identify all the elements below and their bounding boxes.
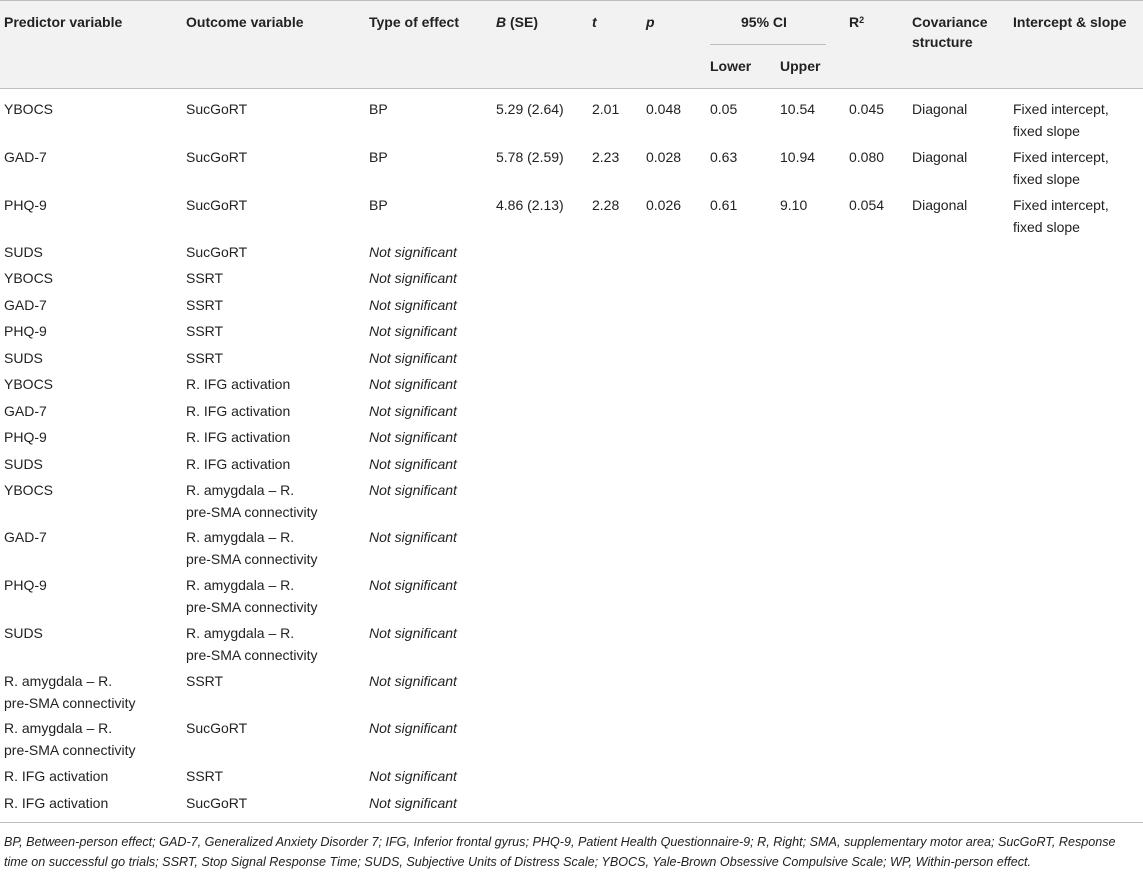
cell-predictor: [4, 194, 47, 216]
cell-predictor-line: SUDS: [4, 350, 43, 366]
cell-outcome: [186, 479, 318, 523]
cell-r2: 0.045: [849, 101, 885, 117]
cell-predictor: [4, 373, 53, 395]
cell-predictor: [4, 670, 136, 714]
cell-intercept-slope-line: fixed slope: [1013, 123, 1080, 139]
cell-predictor-line: PHQ-9: [4, 577, 47, 593]
header-effect: Type of effect: [369, 14, 459, 30]
cell-predictor-line: YBOCS: [4, 101, 54, 117]
cell-predictor: [4, 294, 47, 316]
cell-outcome: [186, 146, 247, 168]
header-outcome: Outcome variable: [186, 14, 304, 30]
cell-effect-type: Not significant: [369, 270, 457, 286]
cell-r2: 0.054: [849, 197, 885, 213]
cell-predictor-line: R. amygdala – R.: [4, 673, 113, 689]
cell-outcome: [186, 526, 318, 570]
cell-outcome-line: SucGoRT: [186, 101, 248, 117]
cell-outcome: [186, 717, 247, 739]
cell-effect-type: Not significant: [369, 429, 457, 445]
cell-outcome-line: SucGoRT: [186, 149, 248, 165]
header-intercept-slope: Intercept & slope: [1013, 14, 1127, 30]
cell-outcome-line: SucGoRT: [186, 197, 248, 213]
cell-outcome-line: R. IFG activation: [186, 456, 291, 472]
cell-predictor-line: PHQ-9: [4, 429, 47, 445]
cell-outcome: [186, 400, 290, 422]
cell-outcome-line: R. amygdala – R.: [186, 577, 295, 593]
bottom-rule: [0, 822, 1143, 823]
cell-outcome: [186, 670, 223, 692]
cell-t: 2.28: [592, 197, 620, 213]
cell-effect-type: Not significant: [369, 720, 457, 736]
cell-predictor-line: GAD-7: [4, 297, 47, 313]
cell-predictor-line: R. amygdala – R.: [4, 720, 113, 736]
cell-predictor: [4, 574, 47, 596]
cell-outcome-line: SucGoRT: [186, 720, 248, 736]
cell-t: 2.01: [592, 101, 620, 117]
cell-predictor-line: YBOCS: [4, 376, 54, 392]
cell-effect-type: Not significant: [369, 625, 457, 641]
cell-predictor-line: GAD-7: [4, 403, 47, 419]
cell-p: 0.026: [646, 197, 682, 213]
cell-predictor: [4, 426, 47, 448]
cell-b-se: 4.86 (2.13): [496, 197, 564, 213]
cell-outcome-line: SSRT: [186, 350, 224, 366]
header-ci: 95% CI: [741, 14, 787, 30]
cell-effect-type: BP: [369, 149, 388, 165]
cell-outcome: [186, 765, 223, 787]
cell-predictor: [4, 765, 108, 787]
cell-effect-type: Not significant: [369, 403, 457, 419]
cell-outcome-line: pre-SMA connectivity: [186, 504, 318, 520]
cell-effect-type: Not significant: [369, 456, 457, 472]
cell-effect-type: Not significant: [369, 350, 457, 366]
cell-intercept-slope: [1013, 194, 1109, 238]
cell-outcome: [186, 241, 247, 263]
cell-outcome-line: pre-SMA connectivity: [186, 551, 318, 567]
cell-outcome-line: R. IFG activation: [186, 429, 291, 445]
cell-effect-type: Not significant: [369, 529, 457, 545]
cell-predictor: [4, 347, 43, 369]
ci-rule: [710, 44, 826, 45]
cell-predictor-line: pre-SMA connectivity: [4, 695, 136, 711]
header-cov-line1: Covariance: [912, 14, 988, 30]
cell-outcome: [186, 574, 318, 618]
header-r2-sup: 2: [859, 15, 865, 25]
cell-effect-type: Not significant: [369, 768, 457, 784]
cell-outcome-line: R. IFG activation: [186, 403, 291, 419]
cell-predictor: [4, 622, 43, 644]
cell-effect-type: Not significant: [369, 673, 457, 689]
cell-outcome-line: SSRT: [186, 673, 224, 689]
cell-predictor: [4, 146, 47, 168]
cell-outcome-line: SSRT: [186, 297, 224, 313]
cell-effect-type: Not significant: [369, 482, 457, 498]
cell-predictor: [4, 400, 47, 422]
cell-predictor: [4, 241, 43, 263]
cell-intercept-slope-line: Fixed intercept,: [1013, 149, 1109, 165]
cell-predictor-line: YBOCS: [4, 270, 54, 286]
cell-covariance: Diagonal: [912, 149, 968, 165]
cell-predictor-line: YBOCS: [4, 482, 54, 498]
cell-predictor: [4, 792, 108, 814]
cell-outcome-line: SSRT: [186, 323, 224, 339]
cell-predictor-line: SUDS: [4, 456, 43, 472]
cell-intercept-slope-line: Fixed intercept,: [1013, 197, 1109, 213]
header-predictor: Predictor variable: [4, 14, 123, 30]
cell-predictor: [4, 526, 47, 548]
cell-intercept-slope-line: fixed slope: [1013, 171, 1080, 187]
cell-predictor-line: GAD-7: [4, 149, 47, 165]
cell-outcome-line: R. amygdala – R.: [186, 625, 295, 641]
top-rule: [0, 0, 1143, 1]
cell-effect-type: Not significant: [369, 323, 457, 339]
header-rule: [0, 88, 1143, 89]
cell-t: 2.23: [592, 149, 620, 165]
cell-outcome: [186, 373, 290, 395]
cell-b-se: 5.29 (2.64): [496, 101, 564, 117]
cell-outcome-line: pre-SMA connectivity: [186, 599, 318, 615]
cell-outcome: [186, 320, 223, 342]
cell-predictor-line: SUDS: [4, 244, 43, 260]
header-t-text: t: [592, 14, 597, 30]
cell-outcome-line: SucGoRT: [186, 244, 248, 260]
cell-predictor: [4, 453, 43, 475]
header-r2: [849, 12, 864, 32]
cell-intercept-slope: [1013, 98, 1109, 142]
cell-effect-type: Not significant: [369, 297, 457, 313]
cell-effect-type: Not significant: [369, 376, 457, 392]
header-t: [592, 12, 597, 32]
cell-outcome-line: R. amygdala – R.: [186, 482, 295, 498]
cell-outcome-line: SSRT: [186, 270, 224, 286]
header-r2-base: R: [849, 14, 860, 30]
header-p: [646, 12, 655, 32]
cell-outcome: [186, 347, 223, 369]
cell-outcome: [186, 792, 247, 814]
cell-covariance: Diagonal: [912, 101, 968, 117]
header-covariance: [912, 12, 987, 52]
cell-r2: 0.080: [849, 149, 885, 165]
header-b-se: [496, 12, 538, 32]
cell-effect-type: Not significant: [369, 795, 457, 811]
cell-outcome: [186, 622, 318, 666]
header-b-italic: B: [496, 14, 507, 30]
cell-predictor: [4, 479, 53, 501]
cell-effect-type: Not significant: [369, 577, 457, 593]
cell-predictor-line: R. IFG activation: [4, 768, 109, 784]
cell-ci-lower: 0.63: [710, 149, 738, 165]
cell-ci-upper: 9.10: [780, 197, 808, 213]
cell-ci-upper: 10.94: [780, 149, 816, 165]
cell-outcome: [186, 98, 247, 120]
cell-predictor-line: R. IFG activation: [4, 795, 109, 811]
cell-predictor: [4, 267, 53, 289]
cell-outcome: [186, 453, 290, 475]
cell-outcome-line: R. amygdala – R.: [186, 529, 295, 545]
cell-p: 0.048: [646, 101, 682, 117]
cell-p: 0.028: [646, 149, 682, 165]
cell-effect-type: BP: [369, 101, 388, 117]
cell-effect-type: Not significant: [369, 244, 457, 260]
cell-outcome-line: SucGoRT: [186, 795, 248, 811]
cell-predictor-line: SUDS: [4, 625, 43, 641]
cell-intercept-slope-line: fixed slope: [1013, 219, 1080, 235]
cell-predictor: [4, 320, 47, 342]
cell-outcome: [186, 267, 223, 289]
header-upper: Upper: [780, 58, 821, 74]
cell-predictor-line: PHQ-9: [4, 197, 47, 213]
cell-ci-lower: 0.05: [710, 101, 738, 117]
cell-outcome: [186, 194, 247, 216]
cell-outcome-line: R. IFG activation: [186, 376, 291, 392]
cell-predictor: [4, 98, 53, 120]
cell-predictor-line: GAD-7: [4, 529, 47, 545]
cell-intercept-slope-line: Fixed intercept,: [1013, 101, 1109, 117]
cell-ci-upper: 10.54: [780, 101, 816, 117]
cell-predictor-line: pre-SMA connectivity: [4, 742, 136, 758]
cell-covariance: Diagonal: [912, 197, 968, 213]
cell-intercept-slope: [1013, 146, 1109, 190]
header-cov-line2: structure: [912, 34, 973, 50]
cell-outcome-line: SSRT: [186, 768, 224, 784]
header-p-text: p: [646, 14, 655, 30]
header-b-rest: (SE): [506, 14, 539, 30]
cell-outcome: [186, 294, 223, 316]
cell-outcome-line: pre-SMA connectivity: [186, 647, 318, 663]
cell-predictor-line: PHQ-9: [4, 323, 47, 339]
cell-predictor: [4, 717, 136, 761]
cell-b-se: 5.78 (2.59): [496, 149, 564, 165]
table-footnote: BP, Between-person effect; GAD-7, Generalized Anxiety Disorder 7; IFG, Inferior frontal gyrus; PHQ-9, Patient Health Questionnaire-9; R, Right; SMA, supplementary motor area; SucGoRT, Response time on successful go trials; SSRT, Stop Signal Response Time; SUDS, Subjective Units of Distress Scale; YBOCS, Yale-Brown Obsessive Compulsive Scale; WP, Within-person effect.: [4, 835, 1116, 869]
cell-effect-type: BP: [369, 197, 388, 213]
cell-outcome: [186, 426, 290, 448]
cell-ci-lower: 0.61: [710, 197, 738, 213]
header-lower: Lower: [710, 58, 752, 74]
